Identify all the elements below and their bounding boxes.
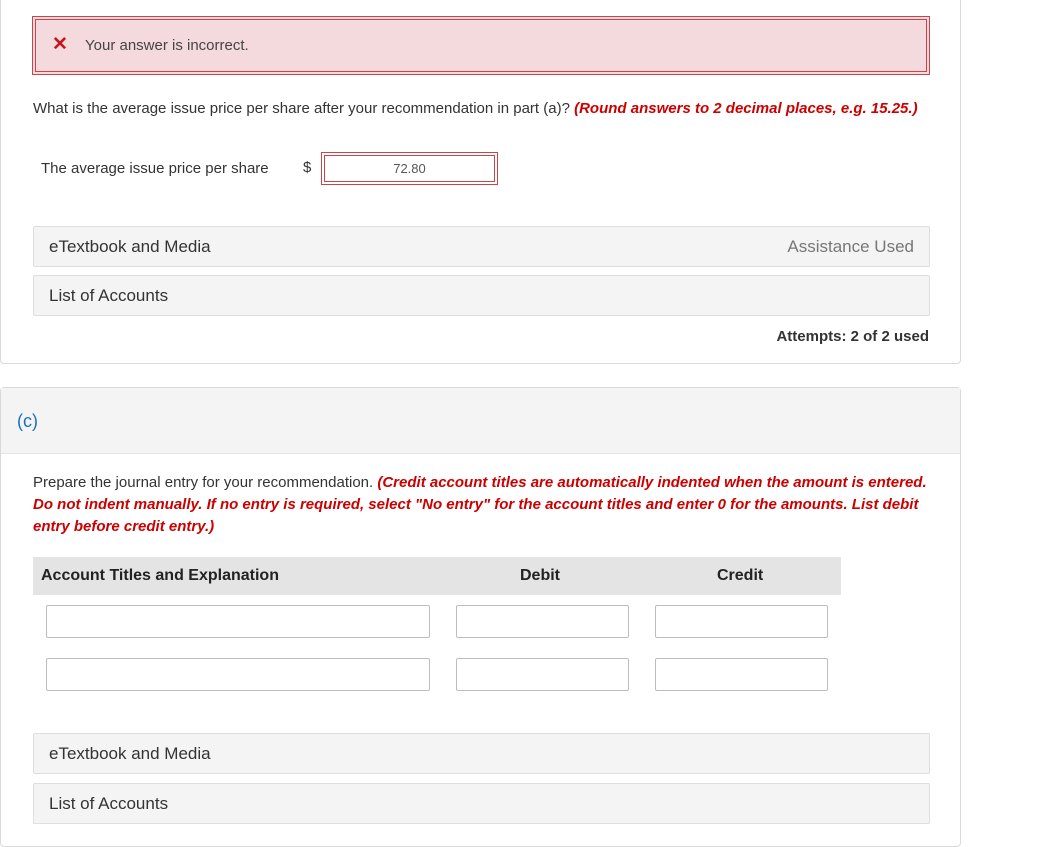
average-price-input[interactable]: [321, 152, 498, 185]
x-icon: ✕: [52, 34, 68, 55]
header-credit: Credit: [717, 567, 764, 584]
error-feedback-box: [32, 16, 930, 75]
list-of-accounts-label: List of Accounts: [49, 286, 169, 305]
part-b-card: [0, 0, 961, 364]
journal-table-header: [33, 557, 841, 595]
instruction-note: (Credit account titles are automatically indented when the amount is entered. Do not indent manually. If no entry is required, select "No entry" for the account titles and enter 0 for the amounts. List debit entry before credit entry.): [33, 474, 927, 535]
part-c-card: [0, 387, 961, 847]
attempts-counter: Attempts: 2 of 2 used: [776, 328, 929, 345]
account-title-input-2[interactable]: [46, 658, 430, 691]
etextbook-media-label: eTextbook and Media: [49, 237, 211, 256]
answer-row-label: The average issue price per share: [41, 160, 269, 177]
journal-instructions: [33, 472, 938, 538]
assistance-used-label: Assistance Used: [787, 237, 914, 256]
list-of-accounts-bar[interactable]: [33, 275, 930, 316]
account-title-input-1[interactable]: [46, 605, 430, 638]
etextbook-media-bar[interactable]: [33, 733, 930, 774]
instruction-main: Prepare the journal entry for your recommendation.: [33, 474, 374, 491]
question-main: What is the average issue price per share after your recommendation in part (a)?: [33, 100, 570, 117]
question-note: (Round answers to 2 decimal places, e.g. 15.25.): [574, 100, 918, 117]
debit-input-1[interactable]: [456, 605, 629, 638]
header-account-titles: Account Titles and Explanation: [41, 567, 279, 584]
credit-input-2[interactable]: [655, 658, 828, 691]
debit-input-2[interactable]: [456, 658, 629, 691]
list-of-accounts-bar[interactable]: [33, 783, 930, 824]
part-c-header: [1, 388, 960, 454]
question-text: [33, 100, 918, 117]
currency-symbol: $: [303, 159, 312, 176]
error-message: Your answer is incorrect.: [85, 37, 249, 54]
part-label: (c): [17, 411, 38, 431]
header-debit: Debit: [520, 567, 560, 584]
credit-input-1[interactable]: [655, 605, 828, 638]
etextbook-media-label: eTextbook and Media: [49, 744, 211, 763]
list-of-accounts-label: List of Accounts: [49, 794, 169, 813]
etextbook-media-bar[interactable]: [33, 226, 930, 267]
